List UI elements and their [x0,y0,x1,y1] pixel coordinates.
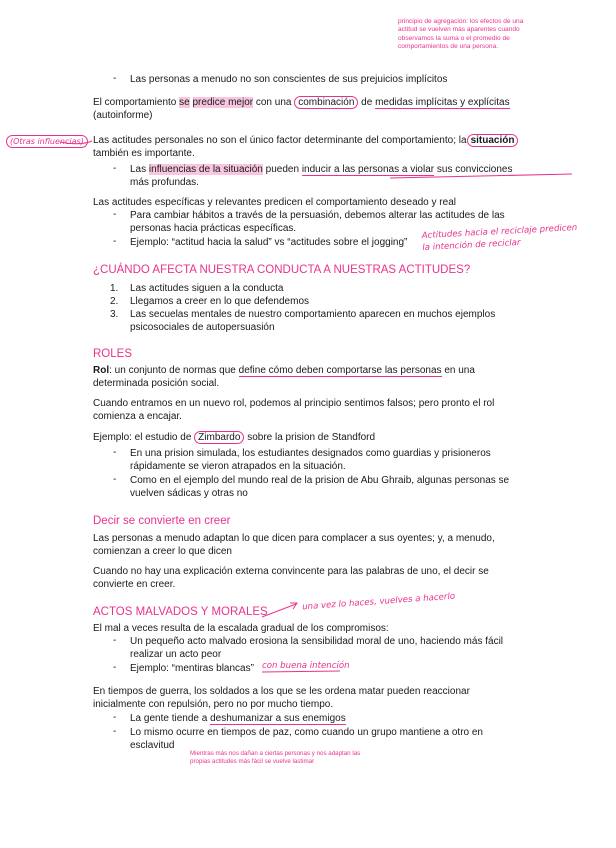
underline-medidas: medidas implícitas y explícitas [375,97,510,108]
heading-roles: ROLES [93,348,132,360]
underline-define: define cómo deben comportarse las personas [238,365,442,376]
text-line: Cuando entramos en un nuevo rol, podemos al principio sentimos falsos; pero pronto el rol [93,398,495,409]
text-line: esclavitud [130,740,175,751]
numbered-item [110,308,118,321]
text-line: psicosociales de autopersuasión [130,322,275,333]
text-run: pueden [262,164,302,175]
note-actos: una vez lo haces, vuelves a hacerlo [301,591,456,613]
para-nuevo-rol [93,397,494,423]
number: 3. [110,309,119,320]
text-line: comienza a encajar. [93,411,182,422]
bullet-paz [130,726,483,752]
text-line: Para cambiar hábitos a través de la persuasión, debemos alterar las actitudes de las [130,210,505,221]
text-line: Las secuelas mentales de nuestro comportamiento aparecen en muchos ejemplos [130,309,496,320]
text-line: Como en el ejemplo del mundo real de la prision de Abu Ghraib, algunas personas se [130,475,510,486]
text-line: Mientras más nos dañan a ciertas personas y nos adaptan las [190,750,361,757]
number: 1. [110,283,119,294]
text-run: en una [441,365,475,376]
para-comportamiento [93,96,613,122]
note-buena-intencion: con buena intención [262,661,350,671]
top-note-line: comportamientos de una persona. [398,42,499,50]
bullet-mentiras: Ejemplo: “mentiras blancas” [130,663,254,674]
dash-marker: - [113,474,117,485]
text-line: realizar un acto peor [130,649,222,660]
ink-arrowhead-actos [290,603,297,609]
numbered-text: Llegamos a creer en lo que defendemos [130,296,310,307]
text-line: En tiempos de guerra, los soldados a los que se les ordena matar pueden reaccionar [93,686,470,697]
numbered-item [110,282,118,295]
text-line: Cuando no hay una explicación externa convincente para las palabras de uno, el decir se [93,566,489,577]
top-note-line: principio de agregación: los efectos de una [398,18,524,25]
para-guerra [93,685,470,711]
text-line: Un pequeño acto malvado erosiona la sensibilidad moral de uno, haciendo más fácil [130,636,504,647]
dash-marker: - [113,662,117,673]
highlight-influencias: influencias de la situación [148,164,263,175]
underline-inducir: inducir a las personas a violar [301,164,435,175]
text-line: Ejemplo: “actitud hacia la salud” vs “actitudes sobre el jogging” [130,237,408,248]
bullet-abu-ghraib [130,474,509,500]
para-actitudes-personales [93,134,613,160]
number: 2. [110,296,119,307]
para-actos: El mal a veces resulta de la escalada gradual de los compromisos: [93,623,389,634]
text-line: determinada posición social. [93,378,220,389]
heading-actos: ACTOS MALVADOS Y MORALES [93,606,268,618]
bottom-note [190,750,360,766]
text-line: vuelven sádicas y otras no [130,488,248,499]
para-decir-2 [93,565,489,591]
circled-combinacion: combinación [294,96,358,109]
text-line: En una prision simulada, los estudiantes designados como guardias y prisioneros [130,448,491,459]
dash-marker: - [113,447,117,458]
heading-cuando: ¿CUÁNDO AFECTA NUESTRA CONDUCTA A NUESTRAS ACTITUDES? [93,264,471,276]
dash-marker: - [113,236,117,247]
bold-rol: Rol [93,365,110,376]
dash-marker: - [113,163,117,174]
text-run: sobre la prision de Standford [244,432,376,443]
text-run: : un conjunto de normas que [109,365,239,376]
text-run: sus convicciones [434,164,513,175]
text-line: la intención de reciclar [422,237,521,254]
bullet-prision-simulada [130,447,491,473]
bullet-ejemplo-jogging [130,236,407,249]
text-line: más profundas. [130,177,199,188]
text-run: con una [253,97,295,108]
underline-deshumanizar: deshumanizar a sus enemigos [210,713,346,724]
dash-marker: - [113,635,117,646]
text-line: propias actitudes más fácil se vuelve lastimar [190,758,315,765]
text-run: La gente tiende a [130,713,211,724]
para-actitudes-especificas: Las actitudes específicas y relevantes predicen el comportamiento deseado y real [93,197,456,208]
para-decir-1 [93,532,495,558]
text-run: Las [130,164,149,175]
dash-marker: - [113,73,117,84]
ink-underline-buena [262,671,340,672]
highlight-se: se [179,97,190,108]
text-line: comienzan a creer lo que dicen [93,546,232,557]
numbered-text [130,308,495,334]
text-line: convierte en creer. [93,579,176,590]
heading-decir: Decir se convierte en creer [93,515,231,527]
intro-bullet: Las personas a menudo no son conscientes de sus prejuicios implícitos [130,74,448,85]
top-note-line: observamos la suma o el promedio de [398,34,510,42]
text-line: Actitudes hacia el reciclaje predicen [421,222,578,242]
para-zimbardo [93,431,375,444]
text-line: rápidamente se vieron atrapados en la situación. [130,461,346,472]
text-run: El comportamiento [93,97,180,108]
dash-marker: - [113,726,117,737]
text-line: Lo mismo ocurre en tiempos de paz, como cuando un grupo mantiene a otro en [130,727,483,738]
dash-marker: - [113,209,117,220]
text-line: personas hacia prácticas específicas. [130,223,297,234]
top-note-line: actitud se vuelven más aparentes cuando [398,26,520,34]
text-run: Las actitudes personales no son el único factor determinante del comportamiento; la [93,135,467,146]
dash-marker: - [113,712,117,723]
numbered-text: Las actitudes siguen a la conducta [130,283,284,294]
text-run: Ejemplo: el estudio de [93,432,195,443]
text-line: inicialmente con repulsión, pero no por mucho tiempo. [93,699,334,710]
bold-situacion: situación [470,135,515,146]
top-note [398,18,608,51]
margin-note: (Otras influencias) [6,135,88,148]
text-line: Las personas a menudo adaptan lo que dicen para complacer a sus oyentes; y, a menudo, [93,533,495,544]
text-run: de [358,97,376,108]
text-line: (autoinforme) [93,110,153,121]
bullet-influencias [130,163,512,189]
circled-situacion [467,134,519,147]
bullet-deshumanizar [130,712,346,725]
highlight-predice-mejor: predice mejor [192,97,254,108]
bullet-pequeno-acto [130,635,503,661]
text-line: también es importante. [93,148,195,159]
rol-definition [93,364,613,390]
circled-zimbardo: Zimbardo [194,431,244,444]
numbered-item [110,295,118,308]
